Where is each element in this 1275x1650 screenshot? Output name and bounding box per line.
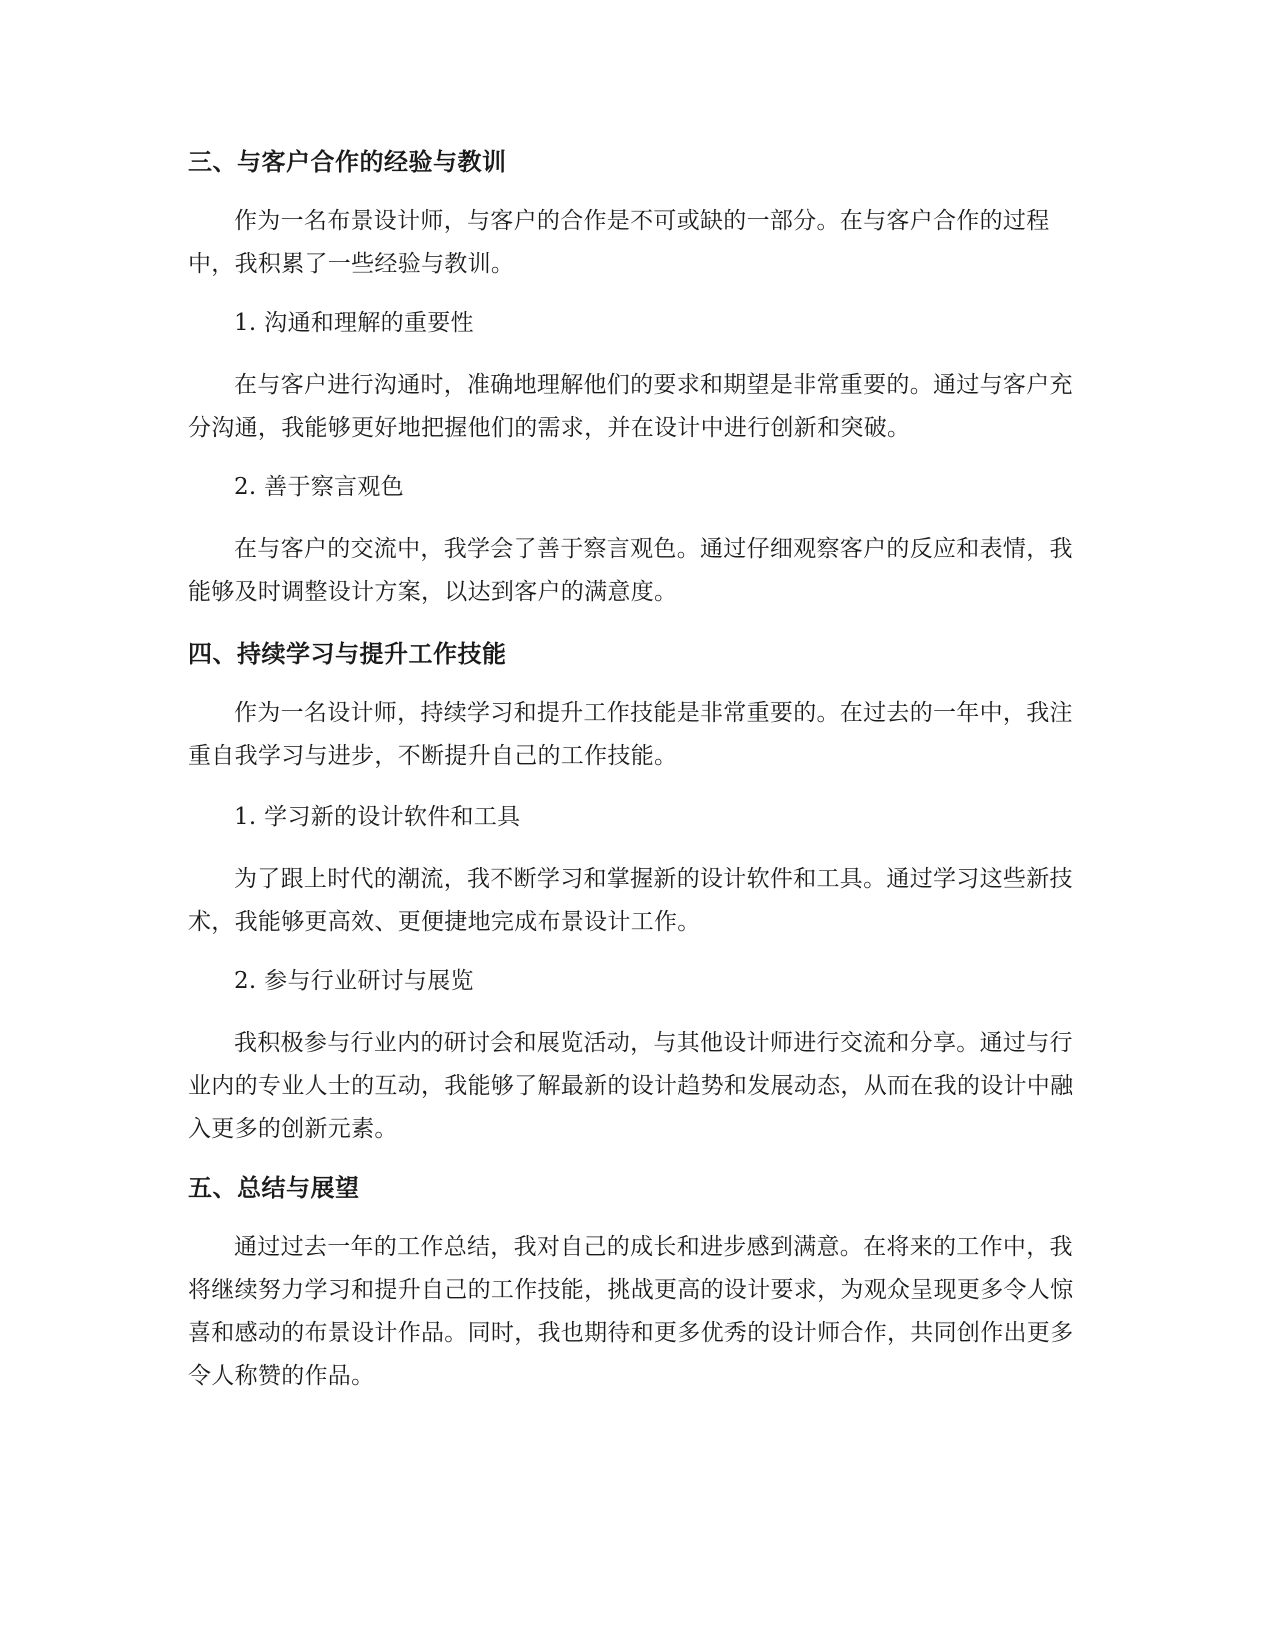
section-5-body: 通过过去一年的工作总结，我对自己的成长和进步感到满意。在将来的工作中，我将继续努力学习和提升自己的工作技能，挑战更高的设计要求，为观众呈现更多令人惊喜和感动的布景设计作品。同时，我也期待和更多优秀的设计师合作，共同创作出更多令人称赞的作品。 (188, 1234, 1074, 1389)
section-3-point-2-body: 在与客户的交流中，我学会了善于察言观色。通过仔细观察客户的反应和表情，我能够及时调整设计方案，以达到客户的满意度。 (188, 536, 1073, 605)
section-3-point-1-title: 1. 沟通和理解的重要性 (234, 310, 474, 336)
section-4-point-1-title: 1. 学习新的设计软件和工具 (234, 804, 521, 830)
section-5-heading: 五、总结与展望 (188, 1174, 360, 1202)
section-4-heading: 四、持续学习与提升工作技能 (188, 640, 507, 668)
section-3-point-1-body: 在与客户进行沟通时，准确地理解他们的要求和期望是非常重要的。通过与客户充分沟通，我能够更好地把握他们的需求，并在设计中进行创新和突破。 (188, 372, 1073, 441)
section-4-point-1-body: 为了跟上时代的潮流，我不断学习和掌握新的设计软件和工具。通过学习这些新技术，我能够更高效、更便捷地完成布景设计工作。 (188, 866, 1073, 935)
section-4-point-2-title: 2. 参与行业研讨与展览 (234, 968, 474, 994)
section-3-intro: 作为一名布景设计师，与客户的合作是不可或缺的一部分。在与客户合作的过程中，我积累了一些经验与教训。 (188, 208, 1050, 277)
section-4-intro: 作为一名设计师，持续学习和提升工作技能是非常重要的。在过去的一年中，我注重自我学习与进步，不断提升自己的工作技能。 (188, 700, 1073, 769)
section-3-heading: 三、与客户合作的经验与教训 (188, 148, 507, 176)
section-3-point-2-title: 2. 善于察言观色 (234, 474, 404, 500)
section-4-point-2-body: 我积极参与行业内的研讨会和展览活动，与其他设计师进行交流和分享。通过与行业内的专业人士的互动，我能够了解最新的设计趋势和发展动态，从而在我的设计中融入更多的创新元素。 (188, 1030, 1074, 1142)
